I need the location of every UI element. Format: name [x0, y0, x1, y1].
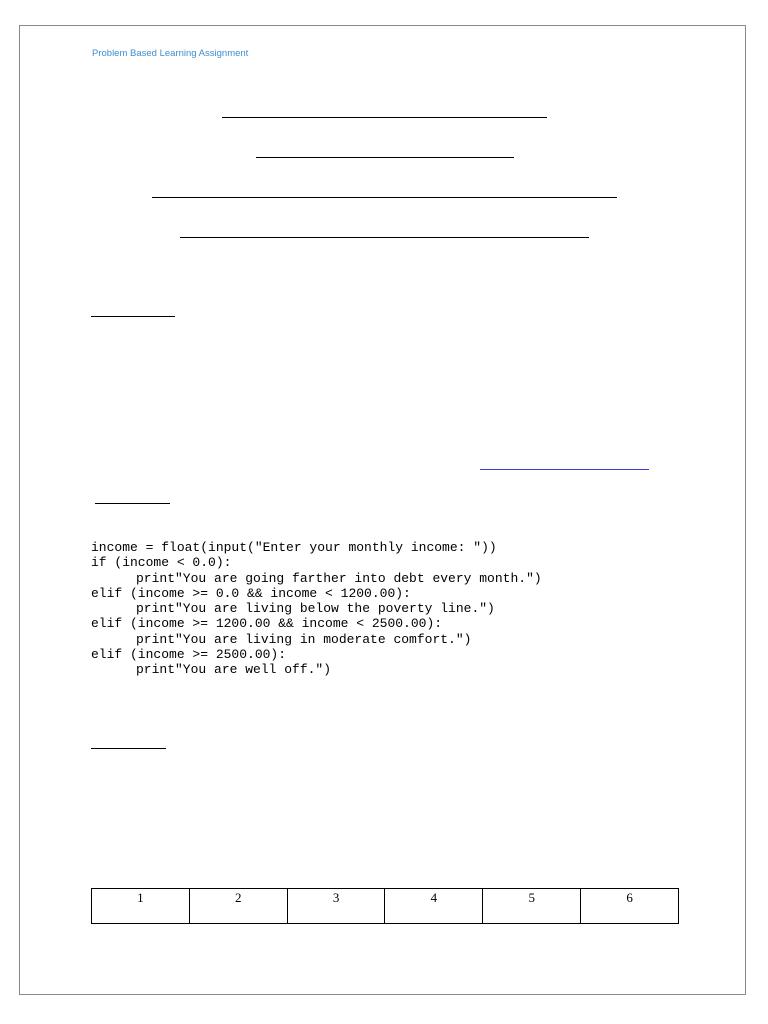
table-cell: 4	[385, 889, 483, 924]
section-heading-blank-1	[91, 316, 175, 317]
title-blank-line-4	[180, 237, 589, 238]
code-line: elif (income >= 0.0 && income < 1200.00):	[91, 585, 411, 601]
code-line: print"You are going farther into debt every month.")	[136, 570, 542, 586]
section-heading-blank-2	[95, 503, 170, 504]
code-line: print"You are well off.")	[136, 662, 332, 678]
code-line: if (income < 0.0):	[91, 555, 232, 571]
table-cell: 3	[287, 889, 385, 924]
title-blank-line-1	[222, 117, 547, 118]
score-table	[91, 888, 679, 924]
code-line: elif (income >= 2500.00):	[91, 647, 287, 663]
document-page	[19, 25, 746, 995]
code-line: income = float(input("Enter your monthly income: "))	[91, 540, 497, 555]
table-cell: 2	[189, 889, 287, 924]
code-line: print"You are living below the poverty line.")	[136, 601, 495, 617]
title-blank-line-2	[256, 157, 514, 158]
code-line: elif (income >= 1200.00 && income < 2500.00):	[91, 616, 443, 632]
code-listing	[91, 540, 542, 678]
code-line: print"You are living in moderate comfort.")	[136, 631, 472, 647]
title-blank-line-3	[152, 197, 617, 198]
hyperlink-blank[interactable]	[480, 469, 649, 470]
table-cell: 5	[483, 889, 581, 924]
table-row	[92, 889, 679, 924]
table-cell: 1	[92, 889, 190, 924]
page-header: Problem Based Learning Assignment	[92, 48, 249, 59]
section-heading-blank-3	[91, 748, 166, 749]
table-cell: 6	[581, 889, 679, 924]
